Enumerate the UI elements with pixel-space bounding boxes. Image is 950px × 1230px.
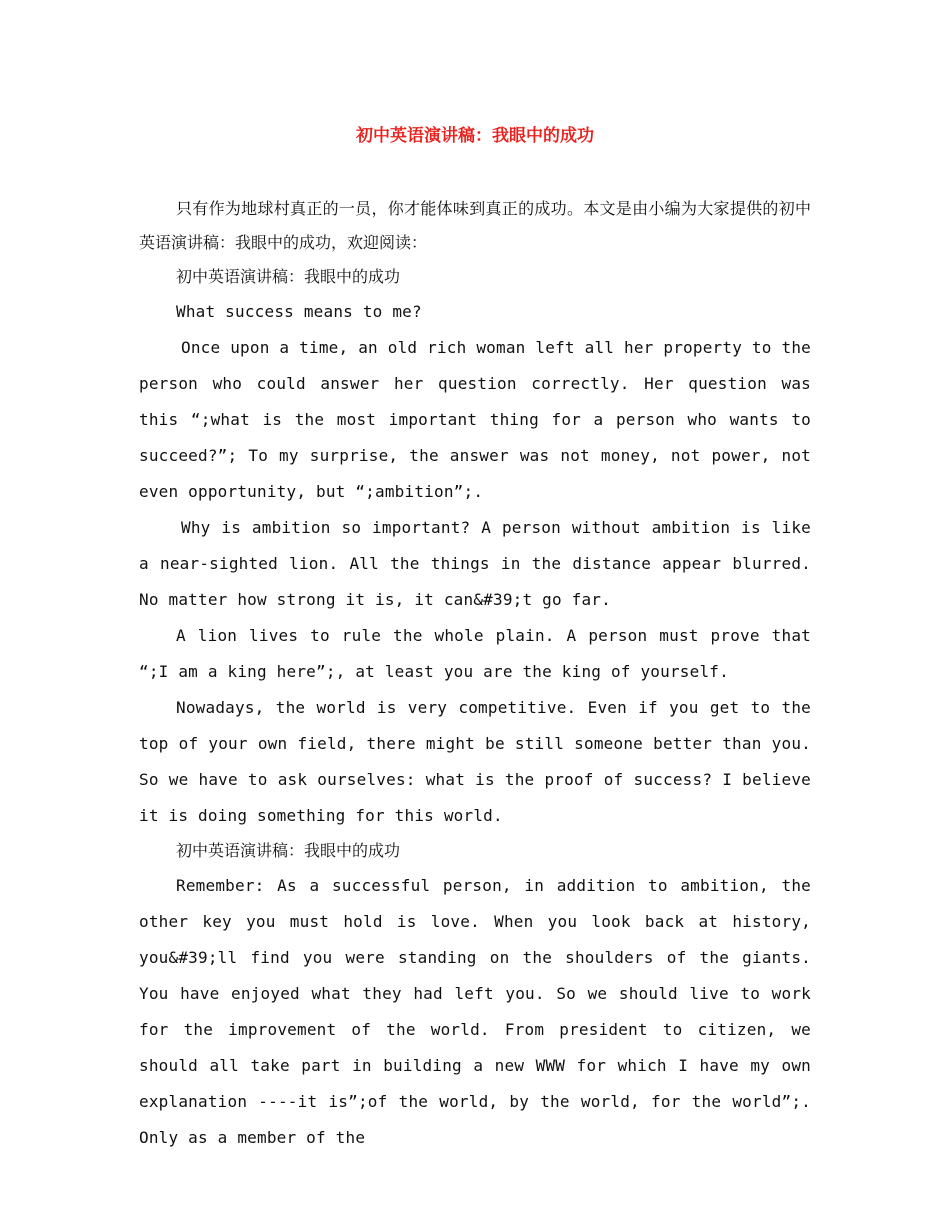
paragraph-2: Why is ambition so important? A person without ambition is like a near-sighted lion. All the things in the distance appear blurred. No matter how strong it is, it can&#39;t go far. (139, 518, 811, 609)
section-heading: 初中英语演讲稿：我眼中的成功 (176, 267, 401, 286)
paragraph-1: Once upon a time, an old rich woman left all her property to the person who could answer her question correctly. Her question was this “;what is the most important thing for a person who wants to succeed?”; To my surprise, the answer was not money, not power, not even opportunity, but “;ambition”;. (139, 338, 811, 501)
document-title: 初中英语演讲稿：我眼中的成功 (356, 126, 594, 146)
intro-paragraph: 只有作为地球村真正的一员，你才能体味到真正的成功。本文是由小编为大家提供的初中英语演讲稿：我眼中的成功，欢迎阅读： (139, 199, 811, 252)
document-body (139, 192, 811, 1156)
speech-question: What success means to me? (176, 302, 422, 321)
paragraph-4: Nowadays, the world is very competitive. Even if you get to the top of your own field, there might be still someone better than you. So we have to ask ourselves: what is the proof of success? I believe it is doing something for this world. (139, 698, 811, 825)
paragraph-5: Remember: As a successful person, in addition to ambition, the other key you must hold is love. When you look back at history, you&#39;ll find you were standing on the shoulders of the giants. You have enjoyed what they had left you. So we should live to work for the improvement of the world. From president to citizen, we should all take part in building a new WWW for which I have my own explanation ----it is”;of the world, by the world, for the world”;. Only as a member of the (139, 876, 811, 1147)
paragraph-3: A lion lives to rule the whole plain. A person must prove that “;I am a king here”;, at least you are the king of yourself. (139, 626, 811, 681)
section-heading-2: 初中英语演讲稿：我眼中的成功 (176, 841, 401, 860)
